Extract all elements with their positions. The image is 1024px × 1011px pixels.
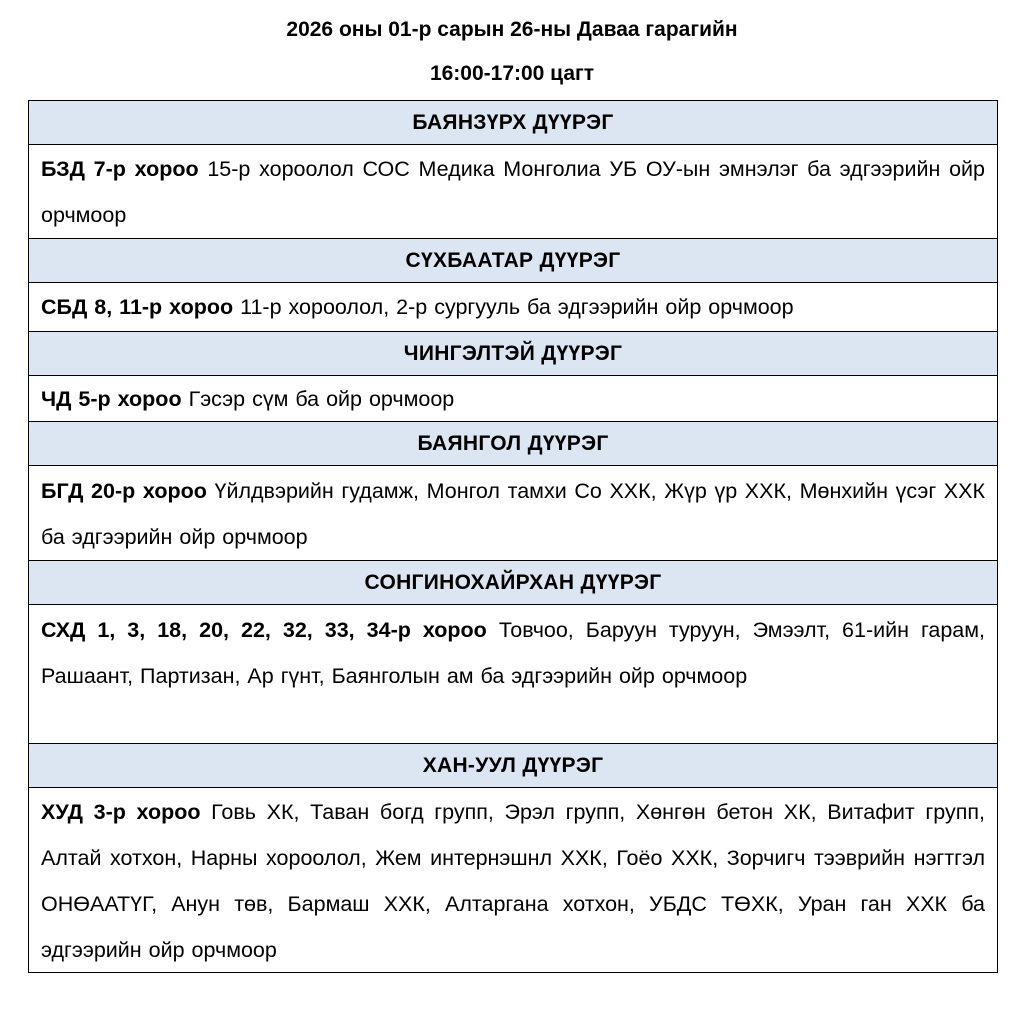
district-entry — [29, 788, 997, 972]
area-description: 15-р хороолол СОС Медика Монголиа УБ ОУ-ын эмнэлэг ба эдгээрийн ойр орчмоор — [41, 157, 985, 227]
area-description: 11-р хороолол, 2-р сургууль ба эдгээрийн ойр орчмоор — [240, 295, 794, 319]
district-heading: БАЯНЗҮРХ ДҮҮРЭГ — [29, 101, 997, 145]
district-entry — [29, 466, 997, 561]
district-entry — [29, 605, 997, 744]
header-time: 16:00-17:00 цагт — [429, 62, 595, 85]
district-entry — [29, 145, 997, 239]
area-description: Гэсэр сүм ба ойр орчмоор — [188, 387, 455, 411]
area-description: Товчоо, Баруун туруун, Эмээлт, 61-ийн гарам, Рашаант, Партизан, Ар гүнт, Баянголын ам ба эдгээрийн ойр орчмоор — [41, 618, 985, 688]
khoroo-code: ХУД 3-р хороо — [41, 800, 201, 824]
district-heading: СҮХБААТАР ДҮҮРЭГ — [29, 239, 997, 283]
khoroo-code: ЧД 5-р хороо — [41, 387, 182, 411]
area-description: Говь ХК, Таван богд групп, Эрэл групп, Хөнгөн бетон ХК, Витафит групп, Алтай хотхон, Нарны хороолол, Жем интернэшнл ХХК, Гоёо ХХК, Зорчигч тээврийн нэгтгэл ОНӨААТҮГ, Анун төв, Бармаш ХХК, Алтаргана хотхон, УБДС ТӨХК, Уран ган ХХК ба эдгээрийн ойр орчмоор — [41, 800, 985, 962]
district-heading: ЧИНГЭЛТЭЙ ДҮҮРЭГ — [29, 332, 997, 376]
khoroo-code: БГД 20-р хороо — [41, 479, 207, 503]
district-heading: СОНГИНОХАЙРХАН ДҮҮРЭГ — [29, 561, 997, 605]
district-entry — [29, 283, 997, 332]
district-heading: ХАН-УУЛ ДҮҮРЭГ — [29, 744, 997, 788]
khoroo-code: БЗД 7-р хороо — [41, 157, 199, 181]
outage-table — [28, 100, 998, 973]
district-entry — [29, 376, 997, 422]
header-date: 2026 оны 01-р сарын 26-ны Даваа гарагийн — [286, 18, 738, 41]
area-description: Үйлдвэрийн гудамж, Монгол тамхи Со ХХК, Жүр үр ХХК, Мөнхийн үсэг ХХК ба эдгээрийн ойр орчмоор — [41, 479, 986, 549]
khoroo-code: СХД 1, 3, 18, 20, 22, 32, 33, 34-р хороо — [41, 618, 487, 642]
district-heading: БАЯНГОЛ ДҮҮРЭГ — [29, 422, 997, 466]
khoroo-code: СБД 8, 11-р хороо — [41, 295, 234, 319]
